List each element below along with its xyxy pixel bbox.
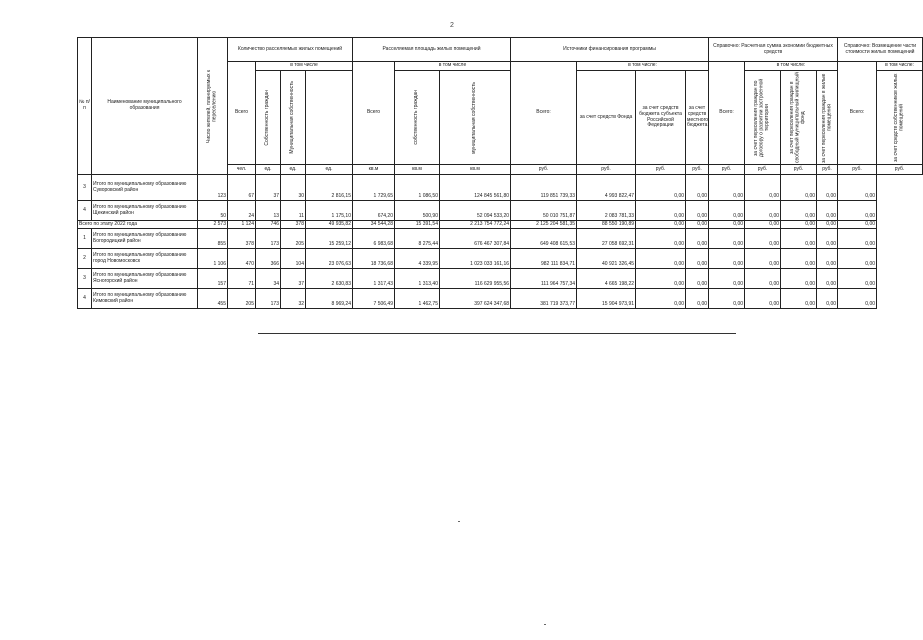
header-people-text: Число жителей, планируемых к переселению	[206, 69, 218, 143]
value-cell: 378	[228, 229, 256, 249]
scan-speck	[544, 624, 546, 625]
scan-speck	[458, 521, 460, 522]
value-cell: 8 969,24	[306, 289, 353, 309]
header-area-group: Расселяемая площадь жилых помещений	[353, 38, 511, 62]
value-cell: 0,00	[838, 221, 877, 229]
value-cell: 0,00	[745, 221, 781, 229]
value-cell: 50 010 751,87	[511, 201, 577, 221]
value-cell: 1 462,75	[395, 289, 440, 309]
value-cell: 173	[256, 289, 281, 309]
value-cell: 34 544,28	[353, 221, 395, 229]
value-cell: 30	[281, 175, 306, 201]
value-cell: 0,00	[686, 269, 709, 289]
value-cell: 0,00	[686, 221, 709, 229]
header-economy-2-text: за счет переселения граждан в свободный муниципальный жилищный фонд	[789, 72, 807, 163]
header-sources-incl: в том числе:	[577, 62, 709, 71]
header-sources-group: Источники финансирования программы	[511, 38, 709, 62]
value-cell: 0,00	[709, 175, 745, 201]
value-cell: 0,00	[838, 175, 877, 201]
header-people	[198, 38, 228, 175]
row-number: 3	[78, 269, 92, 289]
row-name: Итого по муниципальному образованию Кимовский район	[92, 289, 198, 309]
unit-cell: чел.	[228, 165, 256, 175]
value-cell: 2 573	[198, 221, 228, 229]
unit-cell: кв.м	[395, 165, 440, 175]
value-cell: 1 086,50	[395, 175, 440, 201]
value-cell: 32	[281, 289, 306, 309]
value-cell: 378	[281, 221, 306, 229]
row-number: 3	[78, 175, 92, 201]
page-number: 2	[450, 22, 454, 29]
value-cell: 1 175,10	[306, 201, 353, 221]
header-count-municipal-text: Муниципальная собственность	[289, 81, 296, 154]
value-cell: 0,00	[636, 175, 686, 201]
value-cell: 52 094 533,20	[440, 201, 511, 221]
value-cell: 0,00	[781, 201, 817, 221]
value-cell: 0,00	[781, 175, 817, 201]
resettlement-table	[77, 37, 923, 309]
value-cell: 71	[228, 269, 256, 289]
value-cell: 0,00	[709, 229, 745, 249]
table-total-row	[78, 221, 923, 229]
value-cell: 205	[281, 229, 306, 249]
value-cell: 1 106	[198, 249, 228, 269]
unit-cell: руб.	[577, 165, 636, 175]
value-cell: 0,00	[817, 269, 838, 289]
value-cell: 746	[256, 221, 281, 229]
value-cell: 8 275,44	[395, 229, 440, 249]
value-cell: 0,00	[636, 201, 686, 221]
unit-cell: руб.	[781, 165, 817, 175]
value-cell: 0,00	[686, 229, 709, 249]
header-sources-subject: за счет средств бюджета субъекта Российской Федерации	[636, 71, 686, 165]
value-cell: 0,00	[709, 249, 745, 269]
value-cell: 1 023 033 161,16	[440, 249, 511, 269]
value-cell: 0,00	[817, 201, 838, 221]
header-count-group: Количество расселяемых жилых помещений	[228, 38, 353, 62]
header-refund-incl: в том числе:	[877, 62, 923, 71]
header-economy-group: Справочно: Расчетная сумма экономии бюджетных средств	[709, 38, 838, 62]
header-count-private-text: Собственность граждан	[264, 89, 271, 146]
value-cell: 676 467 307,84	[440, 229, 511, 249]
value-cell: 0,00	[838, 249, 877, 269]
value-cell: 397 624 347,68	[440, 289, 511, 309]
header-economy-2	[781, 71, 817, 165]
value-cell: 49 935,82	[306, 221, 353, 229]
header-area-municipal-text: муниципальная собственность	[471, 81, 478, 154]
value-cell: 0,00	[686, 289, 709, 309]
row-number: 4	[78, 201, 92, 221]
value-cell: 4 339,95	[395, 249, 440, 269]
header-area-private	[395, 71, 440, 165]
value-cell: 0,00	[745, 201, 781, 221]
value-cell: 15 259,12	[306, 229, 353, 249]
value-cell: 0,00	[636, 289, 686, 309]
table-row	[78, 269, 923, 289]
table-body	[78, 175, 923, 309]
value-cell: 15 904 973,91	[577, 289, 636, 309]
value-cell: 500,90	[395, 201, 440, 221]
unit-cell: ед.	[256, 165, 281, 175]
unit-cell: руб.	[817, 165, 838, 175]
value-cell: 0,00	[709, 289, 745, 309]
value-cell: 0,00	[838, 269, 877, 289]
value-cell: 24	[228, 201, 256, 221]
table-row	[78, 175, 923, 201]
bottom-rule	[258, 333, 736, 334]
value-cell: 0,00	[745, 229, 781, 249]
row-name: Итого по муниципальному образованию Ясногорский район	[92, 269, 198, 289]
unit-cell: руб.	[877, 165, 923, 175]
value-cell: 2 213 754 772,24	[440, 221, 511, 229]
header-count-spacer	[306, 71, 353, 165]
value-cell: 0,00	[709, 201, 745, 221]
value-cell: 0,00	[817, 175, 838, 201]
unit-cell: ед.	[306, 165, 353, 175]
header-area-municipal	[440, 71, 511, 165]
row-name: Итого по муниципальному образованию город Новомосковск	[92, 249, 198, 269]
table-row	[78, 289, 923, 309]
header-refund-1-text: за счет средств собственников жилых помещений	[893, 73, 905, 162]
value-cell: 37	[256, 175, 281, 201]
value-cell: 381 719 373,77	[511, 289, 577, 309]
value-cell: 2 816,15	[306, 175, 353, 201]
value-cell: 18 736,68	[353, 249, 395, 269]
value-cell: 0,00	[781, 229, 817, 249]
value-cell: 1 124	[228, 221, 256, 229]
value-cell: 1 313,40	[395, 269, 440, 289]
value-cell: 157	[198, 269, 228, 289]
value-cell: 50	[198, 201, 228, 221]
header-count-municipal	[281, 71, 306, 165]
value-cell: 88 550 190,89	[577, 221, 636, 229]
header-refund-1	[877, 71, 923, 165]
header-area-total: Всего	[353, 62, 395, 165]
table-row	[78, 229, 923, 249]
value-cell: 13	[256, 201, 281, 221]
header-refund-total: Всего:	[838, 62, 877, 165]
value-cell: 0,00	[817, 221, 838, 229]
value-cell: 111 964 757,34	[511, 269, 577, 289]
value-cell: 2 630,83	[306, 269, 353, 289]
value-cell: 982 111 834,71	[511, 249, 577, 269]
value-cell: 2 125 204 581,35	[511, 221, 577, 229]
header-area-incl: в том числе	[395, 62, 511, 71]
unit-cell: руб.	[511, 165, 577, 175]
value-cell: 0,00	[686, 201, 709, 221]
header-count-total: Всего	[228, 62, 256, 165]
row-number: 4	[78, 289, 92, 309]
value-cell: 455	[198, 289, 228, 309]
value-cell: 366	[256, 249, 281, 269]
value-cell: 37	[281, 269, 306, 289]
value-cell: 0,00	[838, 201, 877, 221]
value-cell: 173	[256, 229, 281, 249]
unit-cell: кв.м	[353, 165, 395, 175]
value-cell: 855	[198, 229, 228, 249]
value-cell: 0,00	[636, 221, 686, 229]
header-sources-local: за счет средств местного бюджета	[686, 71, 709, 165]
value-cell: 67	[228, 175, 256, 201]
unit-cell: руб.	[636, 165, 686, 175]
value-cell: 0,00	[781, 249, 817, 269]
value-cell: 0,00	[838, 289, 877, 309]
value-cell: 0,00	[781, 221, 817, 229]
value-cell: 4 993 822,47	[577, 175, 636, 201]
value-cell: 649 408 615,53	[511, 229, 577, 249]
value-cell: 6 983,68	[353, 229, 395, 249]
value-cell: 124 845 561,80	[440, 175, 511, 201]
value-cell: 104	[281, 249, 306, 269]
value-cell: 0,00	[686, 175, 709, 201]
value-cell: 1 729,65	[353, 175, 395, 201]
header-economy-total: Всего:	[709, 62, 745, 165]
header-name: Наименование муниципального образования	[92, 38, 198, 175]
value-cell: 0,00	[838, 229, 877, 249]
value-cell: 34	[256, 269, 281, 289]
header-economy-1-text: за счет переселения граждан по договору о развитии застроенной территории	[753, 78, 771, 157]
value-cell: 0,00	[636, 269, 686, 289]
header-economy-3-text: за счет переселения граждан в жилые помещения	[820, 72, 833, 163]
value-cell: 2 083 781,33	[577, 201, 636, 221]
value-cell: 0,00	[745, 175, 781, 201]
header-economy-incl: в том числе:	[745, 62, 838, 71]
row-name: Всего по этапу 2022 года	[78, 221, 198, 229]
value-cell: 23 076,63	[306, 249, 353, 269]
value-cell: 119 851 739,33	[511, 175, 577, 201]
value-cell: 0,00	[636, 249, 686, 269]
value-cell: 0,00	[781, 289, 817, 309]
value-cell: 0,00	[817, 289, 838, 309]
value-cell: 7 506,49	[353, 289, 395, 309]
header-no: № п/п	[78, 38, 92, 175]
value-cell: 0,00	[636, 229, 686, 249]
header-sources-total: Всего:	[511, 62, 577, 165]
unit-cell: ед.	[281, 165, 306, 175]
header-economy-3	[817, 71, 838, 165]
value-cell: 0,00	[709, 221, 745, 229]
row-number: 2	[78, 249, 92, 269]
unit-cell: руб.	[838, 165, 877, 175]
header-sources-fund: за счет средств Фонда	[577, 71, 636, 165]
value-cell: 0,00	[817, 229, 838, 249]
table-row	[78, 201, 923, 221]
value-cell: 0,00	[745, 249, 781, 269]
header-refund-group: Справочно: Возмещение части стоимости жилых помещений	[838, 38, 923, 62]
header-count-private	[256, 71, 281, 165]
value-cell: 470	[228, 249, 256, 269]
unit-cell: руб.	[686, 165, 709, 175]
unit-cell: руб.	[745, 165, 781, 175]
header-area-private-text: собственность граждан	[413, 90, 420, 145]
value-cell: 116 629 955,56	[440, 269, 511, 289]
value-cell: 15 391,54	[395, 221, 440, 229]
header-count-incl: в том числе	[256, 62, 353, 71]
row-name: Итого по муниципальному образованию Суворовский район	[92, 175, 198, 201]
unit-cell: руб.	[709, 165, 745, 175]
row-name: Итого по муниципальному образованию Щекинский район	[92, 201, 198, 221]
value-cell: 40 921 326,45	[577, 249, 636, 269]
value-cell: 205	[228, 289, 256, 309]
row-number: 1	[78, 229, 92, 249]
value-cell: 0,00	[709, 269, 745, 289]
value-cell: 0,00	[686, 249, 709, 269]
table-row	[78, 249, 923, 269]
value-cell: 4 665 198,22	[577, 269, 636, 289]
row-name: Итого по муниципальному образованию Богородицкий район	[92, 229, 198, 249]
value-cell: 123	[198, 175, 228, 201]
value-cell: 0,00	[781, 269, 817, 289]
value-cell: 1 317,43	[353, 269, 395, 289]
header-economy-1	[745, 71, 781, 165]
value-cell: 0,00	[817, 249, 838, 269]
value-cell: 674,20	[353, 201, 395, 221]
value-cell: 0,00	[745, 269, 781, 289]
unit-cell: кв.м	[440, 165, 511, 175]
value-cell: 11	[281, 201, 306, 221]
value-cell: 0,00	[745, 289, 781, 309]
value-cell: 27 058 692,31	[577, 229, 636, 249]
